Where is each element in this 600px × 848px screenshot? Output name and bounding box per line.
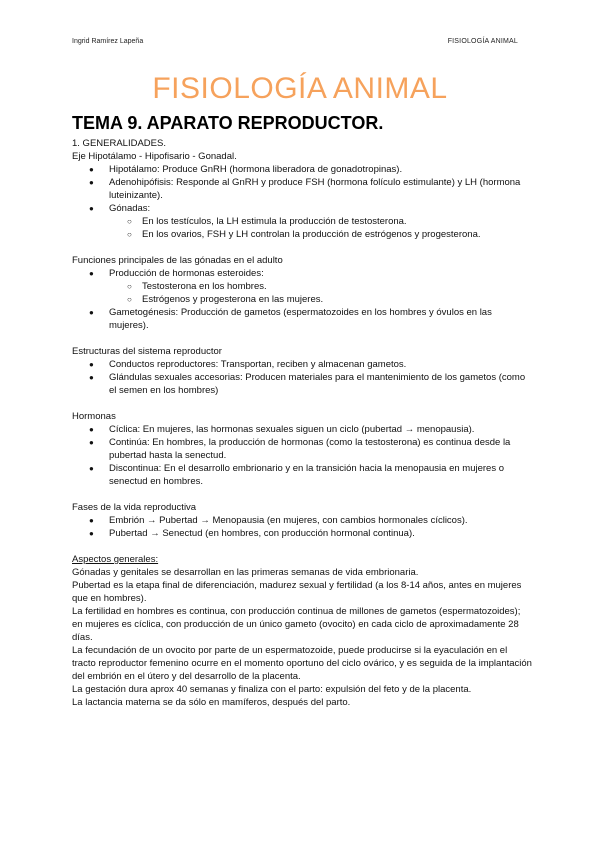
sub-list-item bbox=[72, 215, 532, 228]
bullet-icon: ● bbox=[89, 360, 94, 369]
bullet-icon: ● bbox=[89, 425, 94, 434]
list-item-text: Testosterona en los hombres. bbox=[142, 281, 267, 292]
list-item bbox=[72, 176, 532, 202]
eje-line: Eje Hipotálamo - Hipofisario - Gonadal. bbox=[72, 151, 237, 162]
section-fases bbox=[72, 501, 532, 540]
section-estructuras bbox=[72, 345, 532, 397]
section-hormonas bbox=[72, 410, 532, 488]
paragraph: Gónadas y genitales se desarrollan en las primeras semanas de vida embrionaria. bbox=[72, 567, 419, 578]
hollow-bullet-icon: ○ bbox=[127, 230, 132, 239]
header-author: Ingrid Ramírez Lapeña bbox=[72, 38, 144, 45]
list-item-text: Estrógenos y progesterona en las mujeres. bbox=[142, 294, 324, 305]
document-title: FISIOLOGÍA ANIMAL bbox=[152, 72, 448, 105]
list-item bbox=[72, 267, 532, 280]
sub-list-item bbox=[72, 280, 532, 293]
paragraph: La gestación dura aprox 40 semanas y finaliza con el parto: expulsión del feto y de la placenta. bbox=[72, 684, 472, 695]
sub-list-item bbox=[72, 228, 532, 241]
list-item bbox=[72, 202, 532, 215]
list-item-text: En los testículos, la LH estimula la producción de testosterona. bbox=[142, 216, 407, 227]
bullet-icon: ● bbox=[89, 516, 94, 525]
list-item-text: Pubertad → Senectud (en hombres, con producción hormonal continua). bbox=[109, 528, 415, 539]
section-funciones bbox=[72, 254, 532, 332]
funciones-list bbox=[72, 267, 532, 332]
header-course: FISIOLOGÍA ANIMAL bbox=[447, 38, 518, 45]
bullet-icon: ● bbox=[89, 204, 94, 213]
bullet-icon: ● bbox=[89, 269, 94, 278]
bullet-icon: ● bbox=[89, 308, 94, 317]
section-heading-hormonas: Hormonas bbox=[72, 411, 116, 422]
list-item-text: Gametogénesis: Producción de gametos (espermatozoides en los hombres y óvulos en las mujeres). bbox=[109, 307, 492, 331]
list-item bbox=[72, 358, 532, 371]
list-item bbox=[72, 306, 532, 332]
bullet-icon: ● bbox=[89, 178, 94, 187]
list-item-text: Discontinua: En el desarrollo embrionario y en la transición hacia la menopausia en mujeres o senectud en hombres. bbox=[109, 463, 504, 487]
list-item-text: Conductos reproductores: Transportan, reciben y almacenan gametos. bbox=[109, 359, 407, 370]
fases-list bbox=[72, 514, 532, 540]
bullet-icon: ● bbox=[89, 373, 94, 382]
paragraph: La fecundación de un ovocito por parte de un espermatozoide, puede producirse si la eyaculación en el tracto reproductor femenino ocurre en el momento oportuno del ciclo ovárico, y es seguida de la implantación del embrión en el útero y del desarrollo de la placenta. bbox=[72, 645, 532, 682]
paragraph: La lactancia materna se da sólo en mamíferos, después del parto. bbox=[72, 697, 351, 708]
list-item-text: En los ovarios, FSH y LH controlan la producción de estrógenos y progesterona. bbox=[142, 229, 481, 240]
section-heading-funciones: Funciones principales de las gónadas en el adulto bbox=[72, 255, 283, 266]
list-item bbox=[72, 163, 532, 176]
list-item-text: Cíclica: En mujeres, las hormonas sexuales siguen un ciclo (pubertad → menopausia). bbox=[109, 424, 475, 435]
topic-title: TEMA 9. APARATO REPRODUCTOR. bbox=[72, 113, 384, 133]
list-item-text: Gónadas: bbox=[109, 203, 151, 214]
generalidades-list bbox=[72, 163, 532, 241]
list-item bbox=[72, 436, 532, 462]
estructuras-list bbox=[72, 358, 532, 397]
list-item bbox=[72, 423, 532, 436]
section-heading-aspectos: Aspectos generales: bbox=[72, 554, 159, 565]
section-heading-estructuras: Estructuras del sistema reproductor bbox=[72, 346, 222, 357]
paragraph: Pubertad es la etapa final de diferenciación, madurez sexual y fertilidad (a los 8-14 años, antes en mujeres que en hombres). bbox=[72, 580, 522, 604]
hollow-bullet-icon: ○ bbox=[127, 295, 132, 304]
hollow-bullet-icon: ○ bbox=[127, 217, 132, 226]
list-item-text: Adenohipófisis: Responde al GnRH y produce FSH (hormona folículo estimulante) y LH (hormona luteinizante). bbox=[109, 177, 521, 201]
hollow-bullet-icon: ○ bbox=[127, 282, 132, 291]
list-item-text: Embrión → Pubertad → Menopausia (en mujeres, con cambios hormonales cíclicos). bbox=[109, 515, 468, 526]
document-body bbox=[72, 113, 532, 709]
list-item bbox=[72, 514, 532, 527]
list-item-text: Producción de hormonas esteroides: bbox=[109, 268, 264, 279]
section-heading-generalidades: 1. GENERALIDADES. bbox=[72, 138, 166, 149]
section-heading-fases: Fases de la vida reproductiva bbox=[72, 502, 197, 513]
bullet-icon: ● bbox=[89, 438, 94, 447]
list-item bbox=[72, 527, 532, 540]
sub-list-item bbox=[72, 293, 532, 306]
bullet-icon: ● bbox=[89, 529, 94, 538]
list-item bbox=[72, 462, 532, 488]
list-item-text: Continúa: En hombres, la producción de hormonas (como la testosterona) es continua desde la pubertad hasta la senectud. bbox=[109, 437, 511, 461]
list-item-text: Glándulas sexuales accesorias: Producen materiales para el mantenimiento de los gametos (como el semen en los hombres) bbox=[109, 372, 526, 396]
list-item-text: Hipotálamo: Produce GnRH (hormona liberadora de gonadotropinas). bbox=[109, 164, 403, 175]
paragraph: La fertilidad en hombres es continua, con producción continua de millones de gametos (espermatozoides); en mujeres es cíclica, con producción de un único gameto (ovocito) en cada ciclo de aproximadamente 28 días. bbox=[72, 606, 521, 643]
hormonas-list bbox=[72, 423, 532, 488]
section-aspectos bbox=[72, 553, 532, 709]
bullet-icon: ● bbox=[89, 165, 94, 174]
bullet-icon: ● bbox=[89, 464, 94, 473]
list-item bbox=[72, 371, 532, 397]
